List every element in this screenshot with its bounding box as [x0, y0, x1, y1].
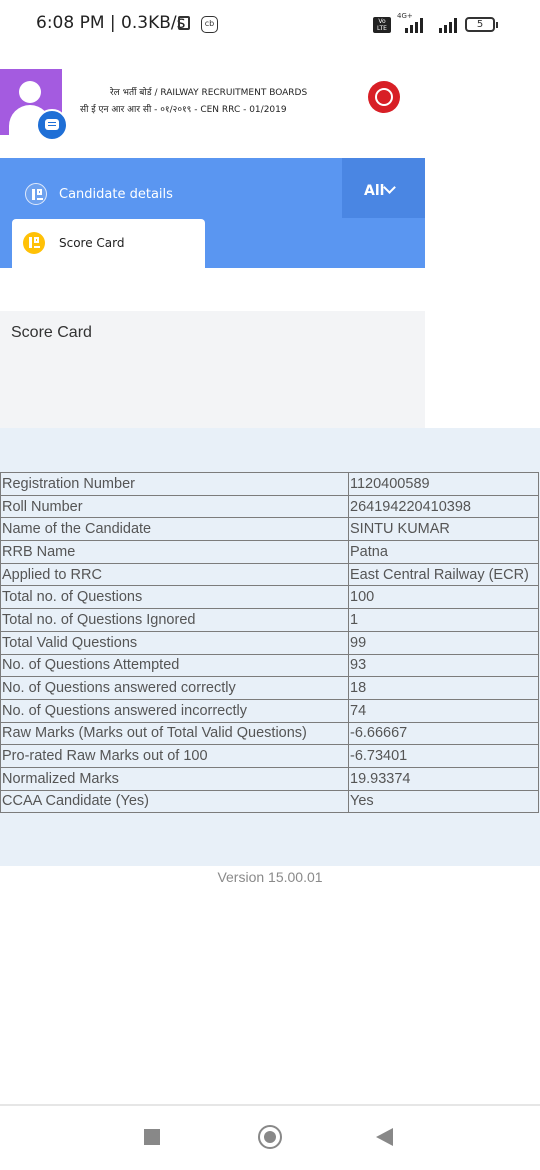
- row-value: -6.66667: [349, 722, 539, 745]
- row-value: 19.93374: [349, 767, 539, 790]
- row-label: No. of Questions answered incorrectly: [1, 699, 349, 722]
- table-row: [1, 541, 539, 564]
- row-value: 99: [349, 631, 539, 654]
- table-row: [1, 745, 539, 768]
- table-row: [1, 722, 539, 745]
- volte-icon: Vo LTE: [373, 17, 391, 33]
- version-text: Version 15.00.01: [217, 869, 323, 885]
- network-type: 4G+: [397, 12, 413, 20]
- railway-logo-icon: [368, 81, 400, 113]
- row-value: Patna: [349, 541, 539, 564]
- row-value: East Central Railway (ECR): [349, 563, 539, 586]
- row-label: Normalized Marks: [1, 767, 349, 790]
- table-row: [1, 609, 539, 632]
- table-row: [1, 767, 539, 790]
- row-label: No. of Questions answered correctly: [1, 677, 349, 700]
- table-row: [1, 699, 539, 722]
- table-row: [1, 495, 539, 518]
- header-subtitle: सी ई एन आर आर सी - ०१/२०१९ - CEN RRC - 01/2019: [80, 105, 287, 115]
- nav-divider: [0, 1104, 540, 1106]
- row-value: SINTU KUMAR: [349, 518, 539, 541]
- table-row: [1, 586, 539, 609]
- row-value: 93: [349, 654, 539, 677]
- candidate-details-icon[interactable]: [25, 183, 47, 205]
- row-label: Total Valid Questions: [1, 631, 349, 654]
- score-table: [0, 472, 539, 813]
- row-label: Pro-rated Raw Marks out of 100: [1, 745, 349, 768]
- row-value: Yes: [349, 790, 539, 813]
- row-label: Registration Number: [1, 473, 349, 496]
- score-card-icon[interactable]: [23, 232, 45, 254]
- recents-icon[interactable]: [144, 1129, 160, 1145]
- page-title: Score Card: [11, 324, 92, 341]
- header-title: रेल भर्ती बोर्ड / RAILWAY RECRUITMENT BOARDS: [110, 88, 308, 98]
- table-row: [1, 677, 539, 700]
- nav-item-candidate-details[interactable]: Candidate details: [59, 187, 173, 202]
- row-label: Applied to RRC: [1, 563, 349, 586]
- table-row: [1, 790, 539, 813]
- row-label: Roll Number: [1, 495, 349, 518]
- row-label: Total no. of Questions: [1, 586, 349, 609]
- nav-item-score-card-label[interactable]: Score Card: [59, 236, 125, 250]
- cb-icon: cb: [201, 16, 218, 33]
- battery-icon: 5: [465, 17, 495, 32]
- row-value: 264194220410398: [349, 495, 539, 518]
- row-value: 18: [349, 677, 539, 700]
- back-icon[interactable]: [376, 1128, 393, 1146]
- row-label: No. of Questions Attempted: [1, 654, 349, 677]
- row-label: Raw Marks (Marks out of Total Valid Questions): [1, 722, 349, 745]
- row-label: Name of the Candidate: [1, 518, 349, 541]
- signal-icon: [405, 17, 423, 33]
- row-value: -6.73401: [349, 745, 539, 768]
- row-value: 100: [349, 586, 539, 609]
- status-bar: [0, 0, 540, 48]
- table-row: [1, 518, 539, 541]
- filter-label[interactable]: All: [364, 183, 385, 199]
- row-value: 1120400589: [349, 473, 539, 496]
- row-label: RRB Name: [1, 541, 349, 564]
- row-label: Total no. of Questions Ignored: [1, 609, 349, 632]
- home-icon[interactable]: [258, 1125, 282, 1149]
- table-row: [1, 631, 539, 654]
- chat-icon[interactable]: [36, 109, 68, 141]
- table-row: [1, 563, 539, 586]
- status-time-speed: 6:08 PM | 0.3KB/s: [36, 13, 186, 33]
- battery-saver-icon: [178, 16, 190, 30]
- row-value: 74: [349, 699, 539, 722]
- table-row: [1, 654, 539, 677]
- row-value: 1: [349, 609, 539, 632]
- table-row: [1, 473, 539, 496]
- signal-icon: [439, 17, 457, 33]
- row-label: CCAA Candidate (Yes): [1, 790, 349, 813]
